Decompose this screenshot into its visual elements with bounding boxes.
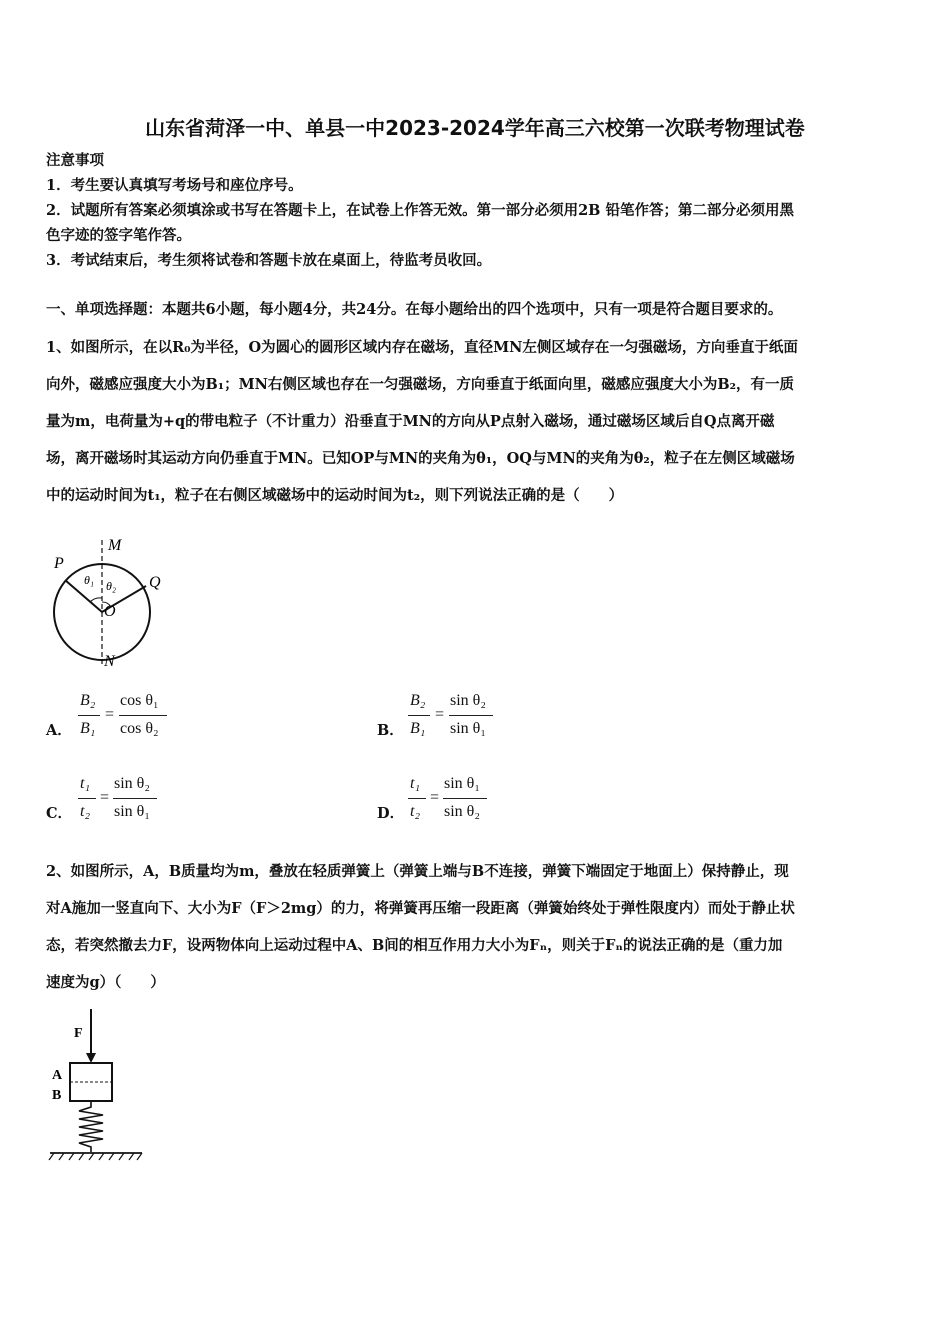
q1-line: 场，离开磁场时其运动方向仍垂直于MN。已知OP与MN的夹角为θ₁，OQ与MN的夹角为θ₂，粒子在左侧区域磁场 <box>46 450 795 467</box>
fraction-bar <box>449 715 493 716</box>
notice-item: 色字迹的签字笔作答。 <box>46 227 191 244</box>
formula-denominator: sin θ₁ <box>114 803 150 820</box>
q2-line: 对A施加一竖直向下、大小为F（F＞2mg）的力，将弹簧再压缩一段距离（弹簧始终处于弹性限度内）而处于静止状 <box>46 900 795 917</box>
formula-numerator: t₁ <box>80 775 91 792</box>
label-a: A <box>52 1068 63 1083</box>
equals-sign: = <box>105 706 115 723</box>
angle-arc-theta1 <box>90 598 102 602</box>
formula-denominator: B₁ <box>80 720 96 737</box>
q2-line: 速度为g）（ ） <box>46 974 165 991</box>
formula-denominator: sin θ₁ <box>450 720 486 737</box>
formula-numerator: cos θ₁ <box>120 692 159 709</box>
formula-numerator: sin θ₂ <box>114 775 150 792</box>
q1-line: 向外，磁感应强度大小为B₁；MN右侧区域也存在一匀强磁场，方向垂直于纸面向里，磁感应强度大小为B₂，有一质 <box>46 376 795 393</box>
fraction-bar <box>408 715 430 716</box>
formula-numerator: sin θ₁ <box>444 775 480 792</box>
label-m: M <box>108 537 122 554</box>
page-title: 山东省菏泽一中、单县一中2023-2024学年高三六校第一次联考物理试卷 <box>145 116 805 140</box>
label-b: B <box>52 1088 62 1103</box>
equals-sign: = <box>430 789 440 806</box>
notice-heading: 注意事项 <box>46 152 104 169</box>
formula-numerator: t₁ <box>410 775 421 792</box>
label-p: P <box>54 555 64 572</box>
fraction-bar <box>78 715 100 716</box>
q1-line: 量为m，电荷量为+q的带电粒子（不计重力）沿垂直于MN的方向从P点射入磁场，通过磁场区域后自Q点离开磁 <box>46 413 775 430</box>
formula-denominator: t₂ <box>80 803 91 820</box>
q1-line: 中的运动时间为t₁，粒子在右侧区域磁场中的运动时间为t₂，则下列说法正确的是（ ） <box>46 487 624 504</box>
option-label: C． <box>46 805 73 822</box>
label-n: N <box>104 653 115 670</box>
formula-denominator: sin θ₂ <box>444 803 480 820</box>
formula-numerator: B₂ <box>80 692 96 709</box>
fraction-bar <box>408 798 426 799</box>
formula-denominator: B₁ <box>410 720 426 737</box>
equals-sign: = <box>100 789 110 806</box>
section-heading: 一、单项选择题：本题共6小题，每小题4分，共24分。在每小题给出的四个选项中，只有一项是符合题目要求的。 <box>46 301 783 318</box>
q1-line: 1、如图所示，在以R₀为半径，O为圆心的圆形区域内存在磁场，直径MN左侧区域存在一匀强磁场，方向垂直于纸面 <box>46 339 798 356</box>
fraction-bar <box>119 715 167 716</box>
option-label: A． <box>46 722 72 739</box>
force-arrow-head <box>86 1053 96 1063</box>
label-o: O <box>104 603 116 620</box>
q1-circle-figure <box>48 532 178 674</box>
option-label: D． <box>377 805 405 822</box>
notice-item: 3．考试结束后，考生须将试卷和答题卡放在桌面上，待监考员收回。 <box>46 252 492 269</box>
label-theta1: θ₁ <box>84 573 95 587</box>
formula-numerator: B₂ <box>410 692 426 709</box>
formula-numerator: sin θ₂ <box>450 692 486 709</box>
q2-line: 态，若突然撤去力F，设两物体向上运动过程中A、B间的相互作用力大小为Fₙ，则关于Fₙ的说法正确的是（重力加 <box>46 937 783 954</box>
formula-denominator: cos θ₂ <box>120 720 159 737</box>
spring <box>79 1101 103 1152</box>
fraction-bar <box>78 798 96 799</box>
label-theta2: θ₂ <box>106 579 117 593</box>
fraction-bar <box>113 798 157 799</box>
notice-item: 1．考生要认真填写考场号和座位序号。 <box>46 177 303 194</box>
formula-denominator: t₂ <box>410 803 421 820</box>
option-label: B． <box>377 722 404 739</box>
ground-hatch <box>49 1153 142 1160</box>
label-q: Q <box>149 574 161 591</box>
fraction-bar <box>443 798 487 799</box>
equals-sign: = <box>435 706 445 723</box>
label-f: F <box>74 1026 83 1041</box>
notice-item: 2．试题所有答案必须填涂或书写在答题卡上，在试卷上作答无效。第一部分必须用2B 铅笔作答；第二部分必须用黑 <box>46 202 794 219</box>
q2-spring-figure <box>46 1005 150 1165</box>
q2-line: 2、如图所示，A，B质量均为m，叠放在轻质弹簧上（弹簧上端与B不连接，弹簧下端固定于地面上）保持静止，现 <box>46 863 789 880</box>
